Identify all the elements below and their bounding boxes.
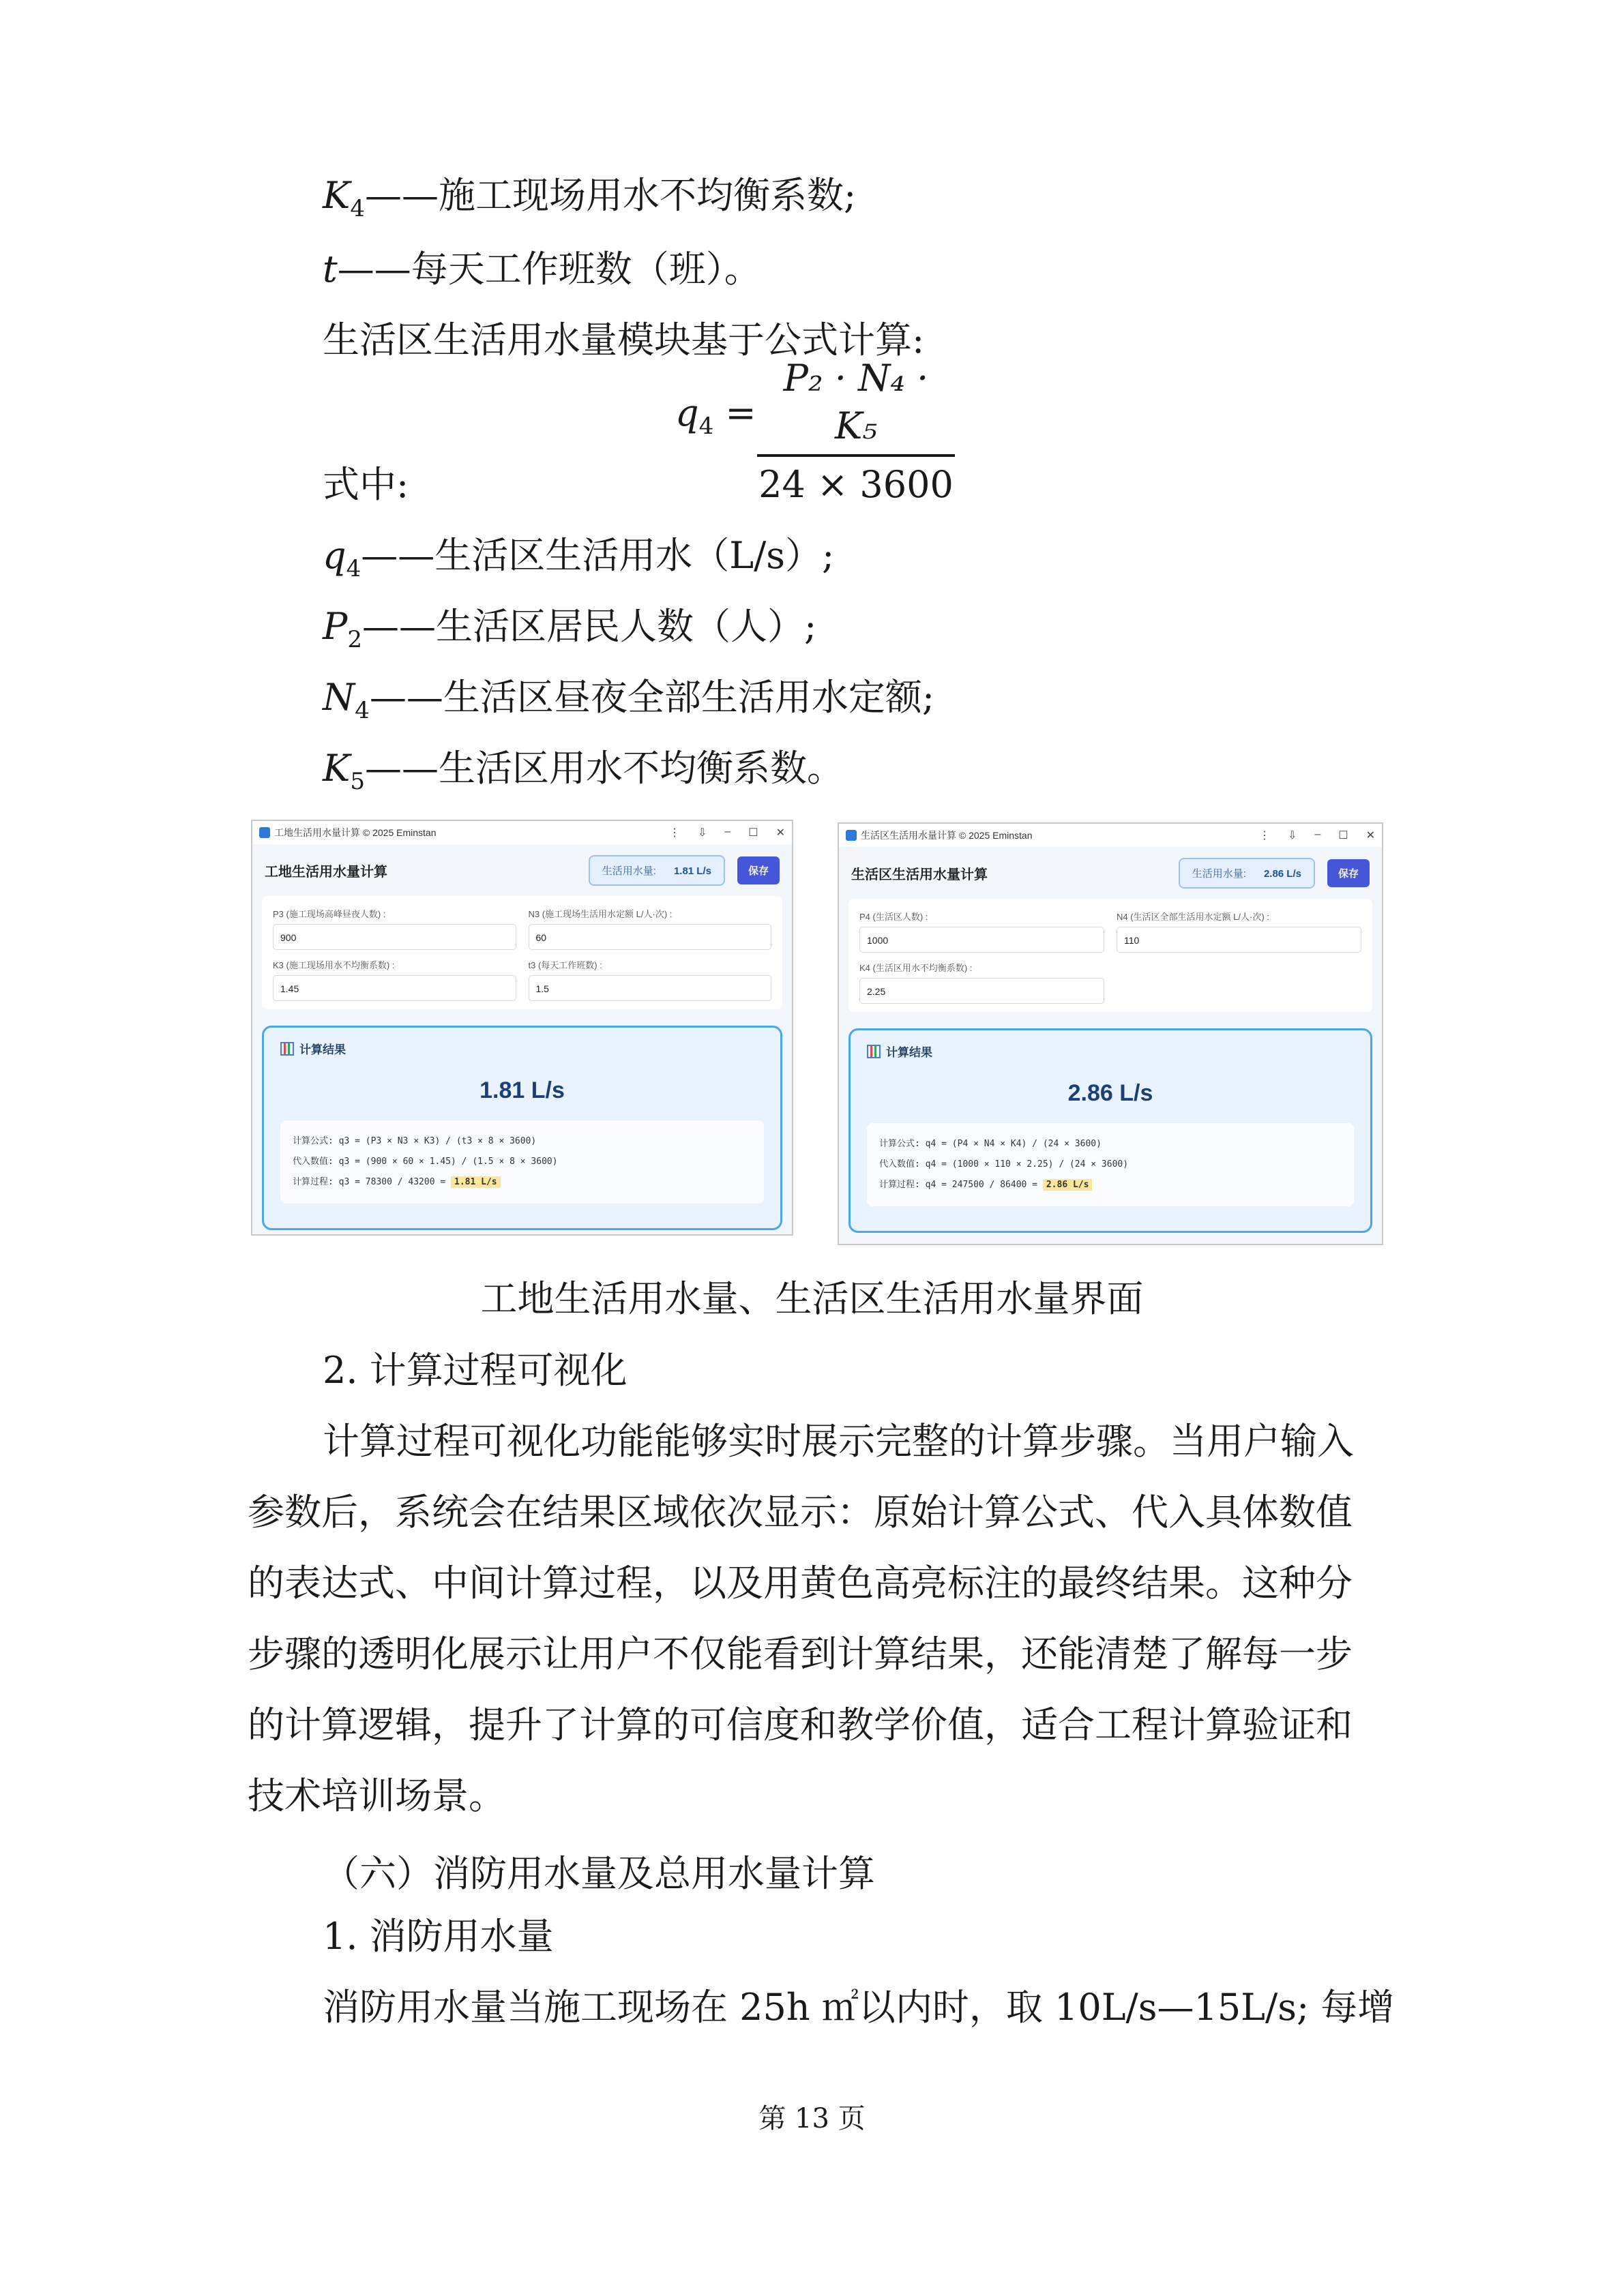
maximize-icon[interactable]: ☐ xyxy=(1338,830,1348,841)
page-title: 生活区生活用水量计算 xyxy=(851,867,988,882)
field-label: t3 (每天工作班数) : xyxy=(528,960,602,970)
field-label: P4 (生活区人数) : xyxy=(859,912,928,922)
chart-icon xyxy=(280,1042,294,1056)
input-panel xyxy=(262,896,782,1009)
step-substitute: 代入数值: q3 = (900 × 60 × 1.45) / (1.5 × 8 × 3600) xyxy=(293,1157,558,1167)
result-value: 2.86 L/s xyxy=(1067,1080,1153,1106)
formula-lhs: $q_4$ = xyxy=(675,391,756,440)
maximize-icon[interactable]: ☐ xyxy=(748,827,758,839)
def-p2: $P_2——$生活区居民人数（人）; xyxy=(323,605,817,653)
chart-icon xyxy=(867,1045,881,1058)
t3-input[interactable]: 1.5 xyxy=(529,975,772,1001)
formula-denominator: 24 × 3600 xyxy=(758,463,954,506)
formula-intro: 生活区生活用水量模块基于公式计算: xyxy=(323,318,925,361)
paragraph-line: 计算过程可视化功能能够实时展示完整的计算步骤。当用户输入 xyxy=(323,1420,1354,1463)
calc-steps xyxy=(867,1123,1354,1206)
field-label: N3 (施工现场生活用水定额 L/人·次) : xyxy=(528,909,673,919)
screenshot-living-water xyxy=(838,822,1383,1245)
app-icon xyxy=(846,830,857,841)
close-icon[interactable]: ✕ xyxy=(776,827,785,839)
section-6-heading: （六）消防用水量及总用水量计算 xyxy=(323,1852,875,1895)
page-title: 工地生活用水量计算 xyxy=(265,864,387,880)
window-title: 生活区生活用水量计算 © 2025 Eminstan xyxy=(861,830,1033,841)
step-process: 计算过程: q3 = 78300 / 43200 = 1.81 L/s xyxy=(293,1172,752,1193)
field-label: K4 (生活区用水不均衡系数) : xyxy=(859,963,973,973)
fraction-bar xyxy=(757,454,955,457)
def-k5: $K_5——$生活区用水不均衡系数。 xyxy=(323,747,844,795)
def-t: t——每天工作班数（班）。 xyxy=(323,248,761,290)
highlighted-result: 2.86 L/s xyxy=(1043,1179,1093,1191)
formula-fraction xyxy=(757,355,955,509)
window-title: 工地生活用水量计算 © 2025 Eminstan xyxy=(274,827,437,838)
result-chip: 生活用水量: 2.86 L/s xyxy=(1179,858,1315,889)
formula-q4 xyxy=(675,355,962,506)
result-panel xyxy=(262,1026,782,1230)
result-chip: 生活用水量: 1.81 L/s xyxy=(589,855,725,886)
page-number: 第 13 页 xyxy=(758,2103,866,2134)
step-formula: 计算公式: q4 = (P4 × N4 × K4) / (24 × 3600) xyxy=(879,1139,1102,1149)
section-2-heading: 2. 计算过程可视化 xyxy=(323,1349,628,1392)
save-button[interactable]: 保存 xyxy=(1327,859,1370,887)
where-label: 式中: xyxy=(323,463,409,506)
step-formula: 计算公式: q3 = (P3 × N3 × K3) / (t3 × 8 × 3600) xyxy=(293,1136,537,1146)
more-icon[interactable]: ⋮ xyxy=(668,827,680,839)
def-k4: $K_4——$施工现场用水不均衡系数; xyxy=(323,174,857,222)
result-title: 计算结果 xyxy=(299,1043,346,1056)
step-substitute: 代入数值: q4 = (1000 × 110 × 2.25) / (24 × 3600) xyxy=(879,1159,1129,1169)
highlighted-result: 1.81 L/s xyxy=(451,1176,501,1188)
title-bar xyxy=(839,824,1382,847)
calc-steps xyxy=(280,1120,764,1204)
close-icon[interactable]: ✕ xyxy=(1365,830,1375,841)
pin-icon[interactable]: ⇩ xyxy=(1287,830,1297,841)
input-panel xyxy=(848,899,1372,1012)
minimize-icon[interactable]: – xyxy=(1314,829,1321,840)
k4-input[interactable]: 2.25 xyxy=(859,978,1104,1004)
paragraph-line: 消防用水量当施工现场在 25h ㎡以内时，取 10L/s—15L/s; 每增 xyxy=(323,1986,1395,2029)
n3-input[interactable]: 60 xyxy=(529,924,772,950)
subsection-heading: 1. 消防用水量 xyxy=(323,1915,554,1958)
paragraph-line: 步骤的透明化展示让用户不仅能看到计算结果，还能清楚了解每一步 xyxy=(248,1632,1353,1675)
field-label: N4 (生活区全部生活用水定额 L/人·次) : xyxy=(1117,912,1269,922)
save-button[interactable]: 保存 xyxy=(737,856,780,884)
result-value: 1.81 L/s xyxy=(479,1077,565,1103)
figure-caption: 工地生活用水量、生活区生活用水量界面 xyxy=(480,1277,1144,1320)
field-label: P3 (施工现场高峰昼夜人数) : xyxy=(273,909,386,919)
p3-input[interactable]: 900 xyxy=(273,924,516,950)
paragraph-line: 技术培训场景。 xyxy=(248,1774,505,1817)
n4-input[interactable]: 110 xyxy=(1117,927,1361,953)
result-panel xyxy=(848,1028,1372,1233)
formula-numerator: P₂ · N₄ · K₅ xyxy=(783,357,929,447)
paragraph-line: 的表达式、中间计算过程，以及用黄色高亮标注的最终结果。这种分 xyxy=(248,1562,1353,1605)
p4-input[interactable]: 1000 xyxy=(859,927,1104,953)
more-icon[interactable]: ⋮ xyxy=(1258,830,1270,841)
app-icon xyxy=(259,827,270,838)
pin-icon[interactable]: ⇩ xyxy=(697,827,707,839)
title-bar xyxy=(252,821,792,844)
screenshot-site-water xyxy=(251,820,793,1236)
field-label: K3 (施工现场用水不均衡系数) : xyxy=(273,960,395,970)
step-process: 计算过程: q4 = 247500 / 86400 = 2.86 L/s xyxy=(879,1175,1342,1195)
def-q4: $q_4——$生活区生活用水（L/s）; xyxy=(323,534,835,582)
minimize-icon[interactable]: – xyxy=(724,826,731,837)
paragraph-line: 参数后，系统会在结果区域依次显示：原始计算公式、代入具体数值 xyxy=(248,1491,1353,1534)
paragraph-line: 的计算逻辑，提升了计算的可信度和教学价值，适合工程计算验证和 xyxy=(248,1703,1353,1746)
k3-input[interactable]: 1.45 xyxy=(273,975,516,1001)
def-n4: $N_4——$生活区昼夜全部生活用水定额; xyxy=(323,676,935,724)
result-title: 计算结果 xyxy=(886,1046,932,1059)
